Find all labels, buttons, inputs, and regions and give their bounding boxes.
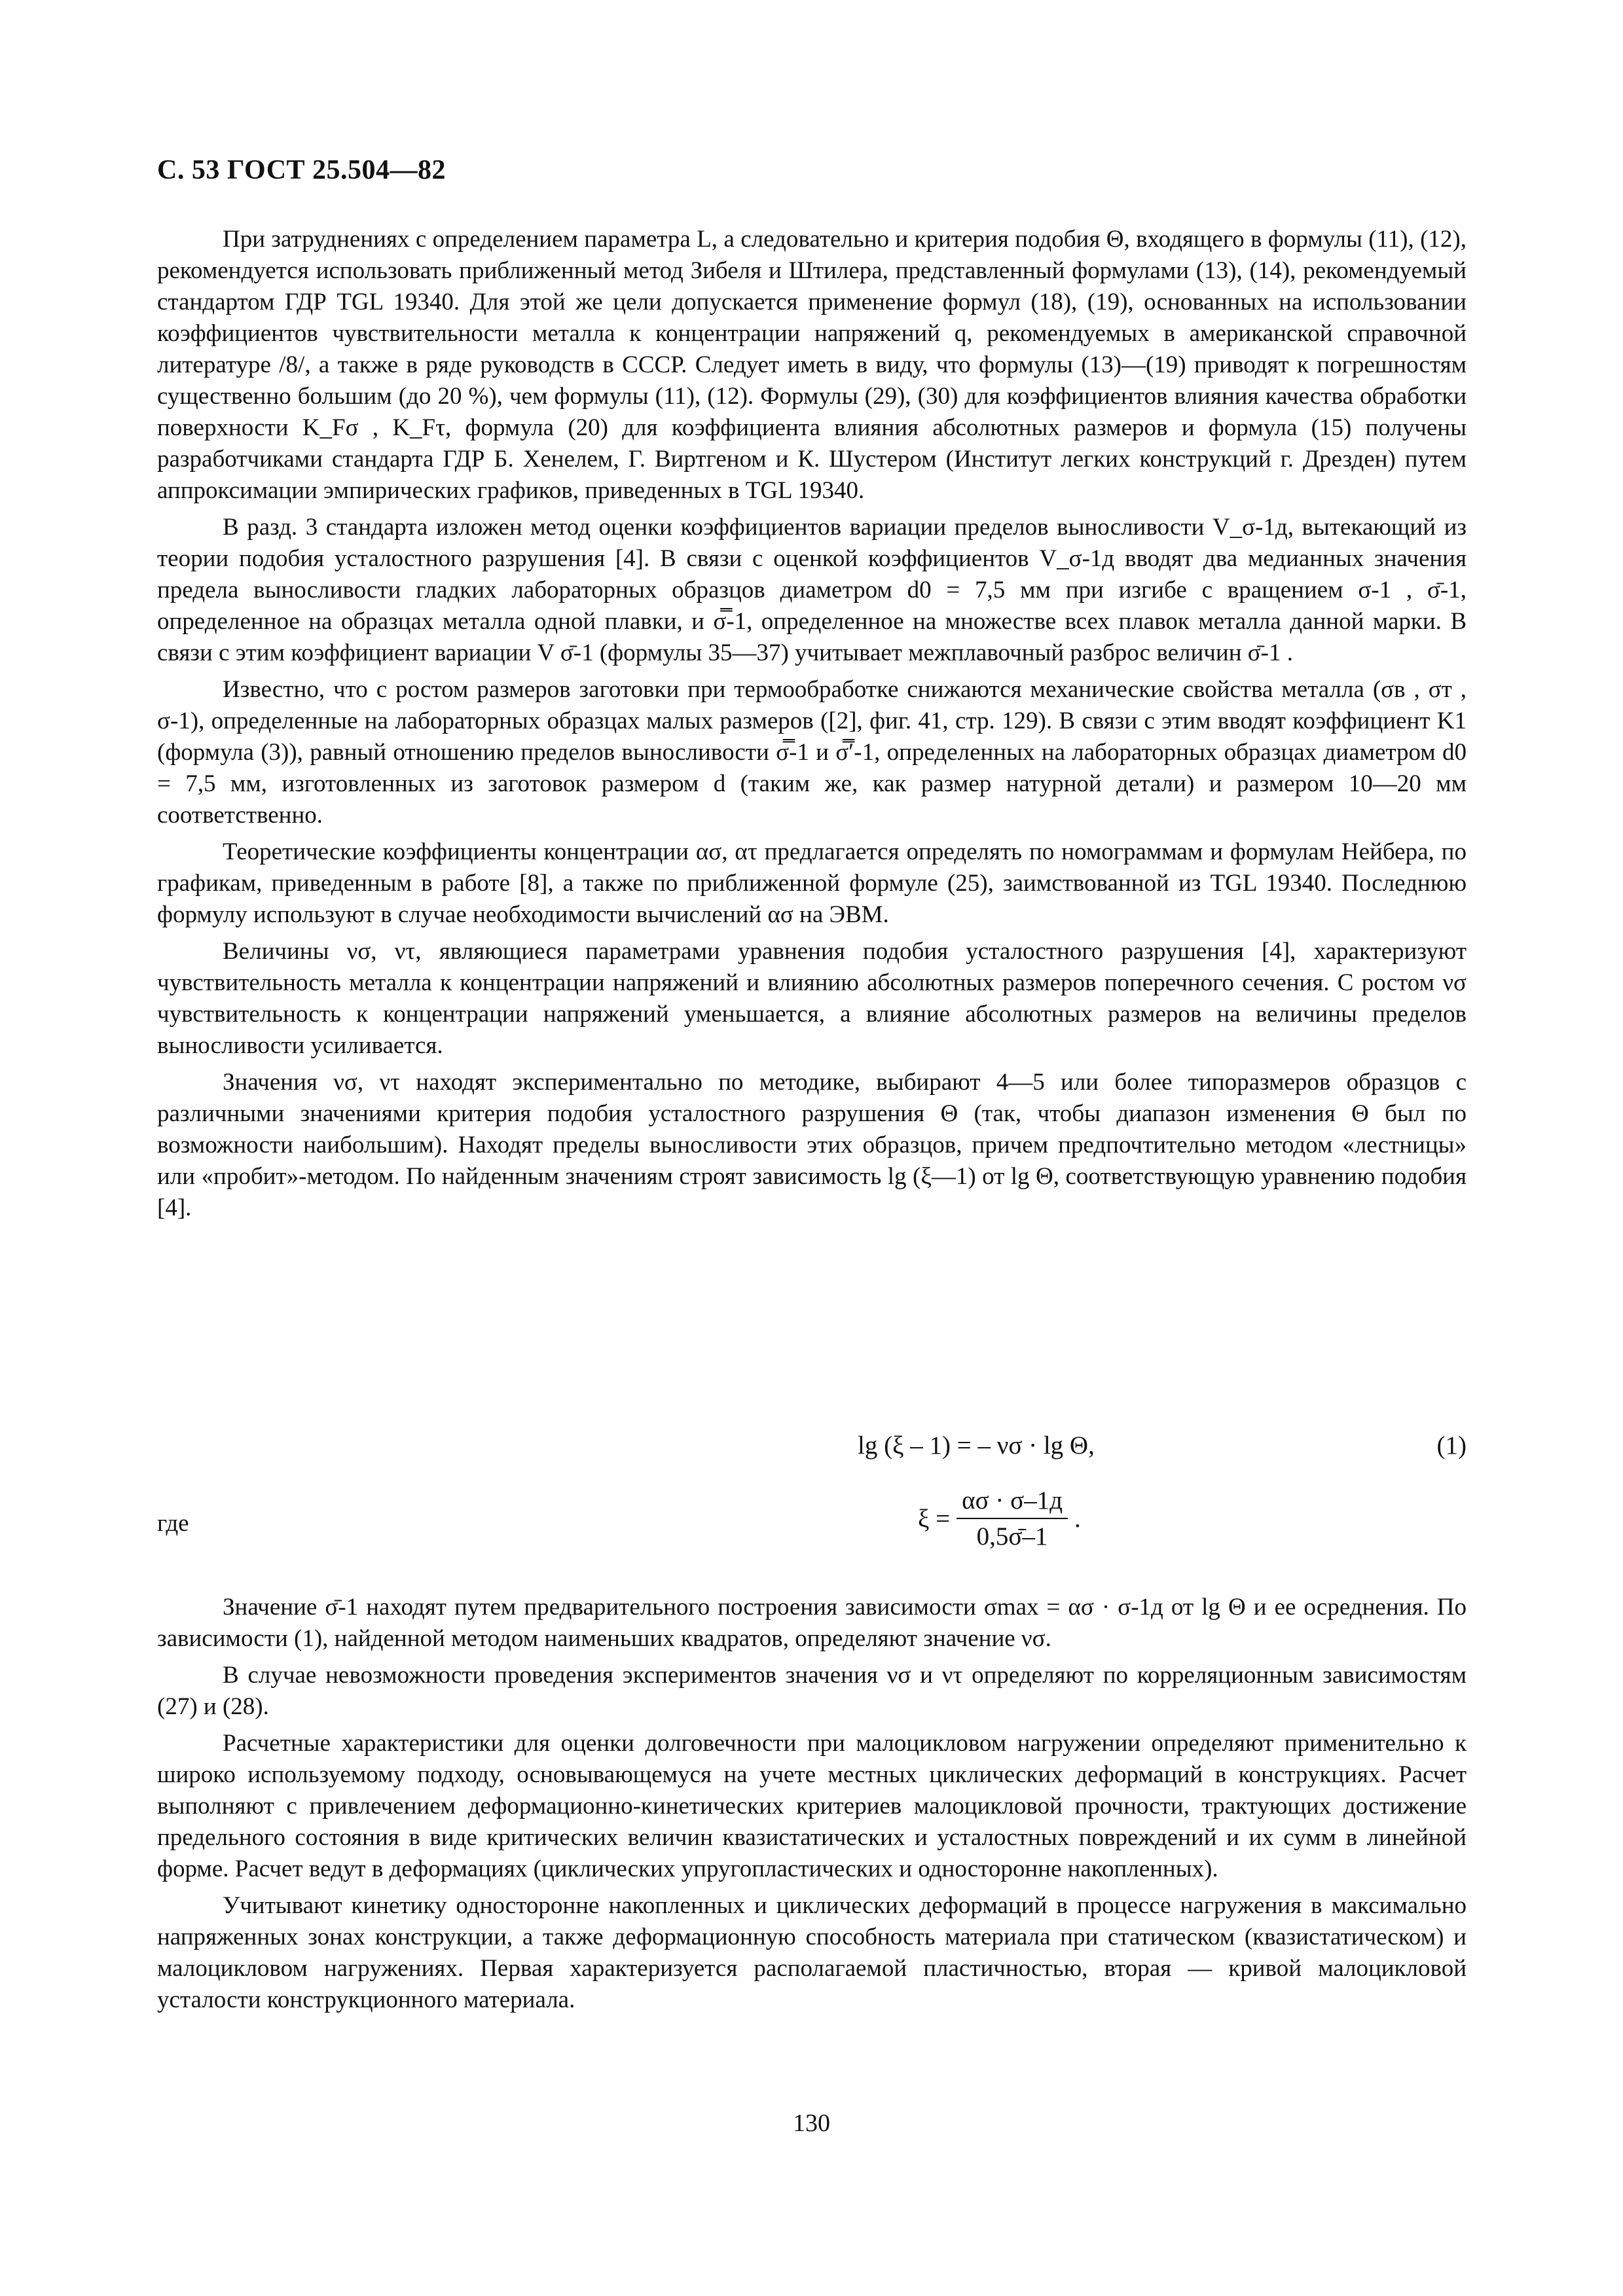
xi-lhs: ξ = [918,1504,951,1533]
paragraph: В разд. 3 стандарта изложен метод оценки коэффициентов вариации пределов выносливости V_σ-1д, вытекающий из теории подобия усталостного разрушения [4]. В связи с оценкой коэффициентов V_σ-1д вводят два медианных значения предела выносливости гладких лабораторных образцов диаметром d0 = 7,5 мм при изгибе с вращением σ-1 , σ̄-1, определенное на образцах металла одной плавки, и σ̿-1, определенное на множестве всех плавок металла данной марки. В связи с этим коэффициент вариации V σ̄-1 (формулы 35—37) учитывает межплавочный разброс величин σ̄-1 . [157,514,1467,666]
xi-numerator: ασ · σ–1д [957,1486,1068,1519]
paragraph: Учитывают кинетику односторонне накопленных и циклических деформаций в процессе нагружения в максимально напряженных зонах конструкции, а также деформационную способность материала при статическом (квазистатическом) и малоцикловом нагружениях. Первая характеризуется располагаемой пластичностью, вторая — кривой малоцикловой усталости конструкционного материала. [157,1892,1467,2013]
formula-1-expression: lg (ξ – 1) = – νσ · lg Θ, [858,1431,1095,1460]
xi-fraction-block [918,1486,1081,1551]
paragraph: Значение σ̄-1 находят путем предварительного построения зависимости σmax = ασ · σ-1д от lg Θ и ее осреднения. По зависимости (1), найденной методом наименьших квадратов, определяют значение νσ. [157,1594,1467,1652]
formula-xi [157,1486,1467,1571]
body-text-top [157,224,1467,1229]
xi-fraction [957,1486,1068,1551]
paragraph: В случае невозможности проведения экспериментов значения νσ и ντ определяют по корреляционным зависимостям (27) и (28). [157,1662,1467,1720]
paragraph: Расчетные характеристики для оценки долговечности при малоцикловом нагружении определяют применительно к широко используемому подходу, основывающемуся на учете местных циклических деформаций в конструкциях. Расчет выполняют с привлечением деформационно-кинетических критериев малоцикловой прочности, трактующих достижение предельного состояния в виде критических величин квазистатических и усталостных повреждений и их сумм в линейной форме. Расчет ведут в деформациях (циклических упругопластических и односторонне накопленных). [157,1730,1467,1882]
paragraph: Значения νσ, ντ находят экспериментально по методике, выбирают 4—5 или более типоразмеров образцов с различными значениями критерия подобия усталостного разрушения Θ (так, чтобы диапазон изменения Θ был по возможности наибольшим). Находят пределы выносливости этих образцов, причем предпочтительно методом «лестницы» или «пробит»-методом. По найденным значениям строят зависимость lg (ξ—1) от lg Θ, соответствующую уравнению подобия [4]. [157,1069,1467,1221]
where-label: где [157,1510,189,1537]
paragraph: Величины νσ, ντ, являющиеся параметрами уравнения подобия усталостного разрушения [4], характеризуют чувствительность металла к концентрации напряжений и влиянию абсолютных размеров поперечного сечения. С ростом νσ чувствительность к концентрации напряжений уменьшается, а влияние абсолютных размеров на величины пределов выносливости усиливается. [157,938,1467,1059]
formula-1-number: (1) [1436,1431,1467,1460]
formula-1 [157,1431,1467,1470]
paragraph: Известно, что с ростом размеров заготовки при термообработке снижаются механические свойства металла (σв , σт , σ-1), определенные на лабораторных образцах малых размеров ([2], фиг. 41, стр. 129). В связи с этим вводят коэффициент K1 (формула (3)), равный отношению пределов выносливости σ̿-1 и σ̿′-1, определенных на лабораторных образцах диаметром d0 = 7,5 мм, изготовленных из заготовок размером d (таким же, как размер натурной детали) и размером 10—20 мм соответственно. [157,676,1467,829]
xi-denominator: 0,5σ̄–1 [976,1522,1048,1551]
page-header: С. 53 ГОСТ 25.504—82 [157,155,447,185]
xi-tail: . [1074,1504,1081,1533]
body-text-bottom [157,1592,1467,2021]
paragraph: При затруднениях с определением параметра L, а следовательно и критерия подобия Θ, входящего в формулы (11), (12), рекомендуется использовать приближенный метод Зибеля и Штилера, представленный формулами (13), (14), рекомендуемый стандартом ГДР TGL 19340. Для этой же цели допускается применение формул (18), (19), основанных на использовании коэффициентов чувствительности металла к концентрации напряжений q, рекомендуемых в американской справочной литературе /8/, а также в ряде руководств в СССР. Следует иметь в виду, что формулы (13)—(19) приводят к погрешностям существенно большим (до 20 %), чем формулы (11), (12). Формулы (29), (30) для коэффициентов влияния качества обработки поверхности K_Fσ , K_Fτ, формула (20) для коэффициента влияния абсолютных размеров и формула (15) получены разработчиками стандарта ГДР Б. Хенелем, Г. Виртгеном и К. Шустером (Институт легких конструкций г. Дрезден) путем аппроксимации эмпирических графиков, приведенных в TGL 19340. [157,226,1467,504]
paragraph: Теоретические коэффициенты концентрации ασ, ατ предлагается определять по номограммам и формулам Нейбера, по графикам, приведенным в работе [8], а также по приближенной формуле (25), заимствованной из TGL 19340. Последнюю формулу используют в случае необходимости вычислений ασ на ЭВМ. [157,838,1467,928]
page-number: 130 [793,2109,830,2137]
